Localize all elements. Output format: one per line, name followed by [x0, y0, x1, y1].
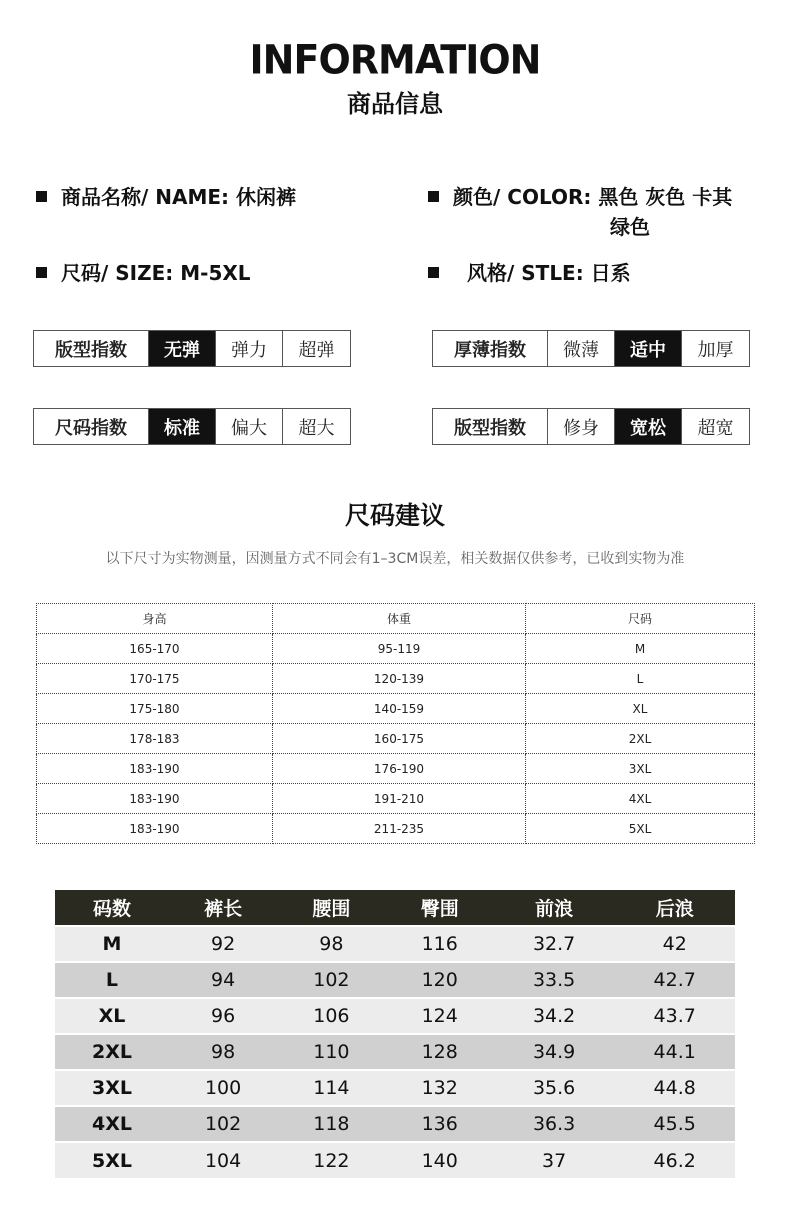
index-option: 宽松 — [615, 409, 682, 444]
bullet-square-icon — [428, 267, 439, 278]
table-cell: 122 — [277, 1142, 385, 1178]
table-cell: M — [55, 926, 169, 962]
table-cell: 98 — [277, 926, 385, 962]
table-cell: 3XL — [526, 754, 755, 784]
size-recommend-note: 以下尺寸为实物测量，因测量方式不同会有1–3CM误差，相关数据仅供参考，已收到实物为准 — [105, 551, 685, 567]
info-style — [428, 258, 631, 288]
index-option: 标准 — [149, 409, 216, 444]
table-cell: 175-180 — [37, 694, 273, 724]
table-cell: 2XL — [55, 1034, 169, 1070]
index-label: 厚薄指数 — [433, 331, 548, 366]
bullet-square-icon — [36, 191, 47, 202]
table-cell: 120 — [386, 962, 494, 998]
column-header: 腰围 — [277, 890, 385, 926]
index-fit-elasticity — [33, 330, 351, 367]
table-cell: 4XL — [526, 784, 755, 814]
index-label: 版型指数 — [433, 409, 548, 444]
table-cell: 37 — [494, 1142, 615, 1178]
table-cell: 98 — [169, 1034, 277, 1070]
table-cell: 183-190 — [37, 814, 273, 844]
table-cell: M — [526, 634, 755, 664]
table-row — [37, 694, 755, 724]
table-cell: 183-190 — [37, 754, 273, 784]
info-size — [36, 258, 251, 288]
table-cell: 140-159 — [273, 694, 526, 724]
table-cell: 191-210 — [273, 784, 526, 814]
table-row — [37, 634, 755, 664]
table-cell: 165-170 — [37, 634, 273, 664]
table-cell: 46.2 — [614, 1142, 735, 1178]
size-chart-table — [55, 890, 735, 1178]
index-option: 加厚 — [697, 339, 734, 361]
index-option: 弹力 — [216, 331, 283, 366]
table-cell: 4XL — [55, 1106, 169, 1142]
table-cell: 42 — [614, 926, 735, 962]
table-row — [37, 664, 755, 694]
table-row — [37, 754, 755, 784]
table-cell: XL — [55, 998, 169, 1034]
page-title-en: INFORMATION — [249, 36, 541, 84]
table-cell: 140 — [386, 1142, 494, 1178]
column-header: 尺码 — [526, 604, 755, 634]
table-cell: 5XL — [526, 814, 755, 844]
table-row — [37, 724, 755, 754]
table-row — [55, 926, 735, 962]
table-cell: 42.7 — [614, 962, 735, 998]
info-name-text: 商品名称/ NAME: 休闲裤 — [61, 185, 297, 209]
table-cell: 100 — [169, 1070, 277, 1106]
column-header: 码数 — [55, 890, 169, 926]
table-header-row — [37, 604, 755, 634]
table-cell: 118 — [277, 1106, 385, 1142]
info-size-text: 尺码/ SIZE: M-5XL — [61, 261, 251, 285]
column-header: 前浪 — [494, 890, 615, 926]
bullet-square-icon — [428, 191, 439, 202]
table-cell: 106 — [277, 998, 385, 1034]
table-cell: 104 — [169, 1142, 277, 1178]
table-cell: 110 — [277, 1034, 385, 1070]
table-row — [37, 784, 755, 814]
table-cell: 34.9 — [494, 1034, 615, 1070]
column-header: 臀围 — [386, 890, 494, 926]
table-cell: 34.2 — [494, 998, 615, 1034]
table-row — [55, 1142, 735, 1178]
table-cell: 128 — [386, 1034, 494, 1070]
column-header: 裤长 — [169, 890, 277, 926]
column-header: 后浪 — [614, 890, 735, 926]
table-cell: 43.7 — [614, 998, 735, 1034]
table-cell: L — [526, 664, 755, 694]
table-cell: 132 — [386, 1070, 494, 1106]
info-name — [36, 182, 296, 212]
table-cell: 95-119 — [273, 634, 526, 664]
table-cell: 94 — [169, 962, 277, 998]
info-color-text: 颜色/ COLOR: 黑色 灰色 卡其 — [453, 185, 733, 209]
index-option: 修身 — [548, 409, 615, 444]
size-recommend-title: 尺码建议 — [344, 501, 445, 530]
table-cell: 36.3 — [494, 1106, 615, 1142]
table-cell: 102 — [169, 1106, 277, 1142]
index-option: 超宽 — [697, 417, 734, 439]
table-cell: 2XL — [526, 724, 755, 754]
table-cell: 124 — [386, 998, 494, 1034]
table-cell: 32.7 — [494, 926, 615, 962]
table-cell: L — [55, 962, 169, 998]
table-row — [55, 1106, 735, 1142]
index-option: 微薄 — [548, 331, 615, 366]
bullet-square-icon — [36, 267, 47, 278]
table-cell: 176-190 — [273, 754, 526, 784]
table-cell: 211-235 — [273, 814, 526, 844]
index-option: 无弹 — [149, 331, 216, 366]
table-cell: 114 — [277, 1070, 385, 1106]
table-cell: 45.5 — [614, 1106, 735, 1142]
table-cell: 102 — [277, 962, 385, 998]
table-cell: 44.1 — [614, 1034, 735, 1070]
table-cell: 178-183 — [37, 724, 273, 754]
index-thickness — [432, 330, 750, 367]
table-cell: 170-175 — [37, 664, 273, 694]
index-option: 适中 — [615, 331, 682, 366]
table-cell: 136 — [386, 1106, 494, 1142]
column-header: 体重 — [273, 604, 526, 634]
info-style-text: 风格/ STLE: 日系 — [467, 261, 631, 285]
table-cell: 120-139 — [273, 664, 526, 694]
table-row — [55, 962, 735, 998]
column-header: 身高 — [37, 604, 273, 634]
index-option: 偏大 — [216, 409, 283, 444]
table-row — [55, 998, 735, 1034]
info-color-continued: 绿色 — [610, 215, 650, 239]
table-header-row — [55, 890, 735, 926]
info-color — [428, 182, 768, 242]
table-cell: 5XL — [55, 1142, 169, 1178]
table-cell: 92 — [169, 926, 277, 962]
table-cell: 3XL — [55, 1070, 169, 1106]
table-cell: XL — [526, 694, 755, 724]
index-option: 超大 — [298, 417, 335, 439]
table-cell: 116 — [386, 926, 494, 962]
table-row — [55, 1070, 735, 1106]
table-row — [37, 814, 755, 844]
table-row — [55, 1034, 735, 1070]
index-label: 尺码指数 — [34, 409, 149, 444]
table-cell: 160-175 — [273, 724, 526, 754]
table-cell: 96 — [169, 998, 277, 1034]
table-cell: 33.5 — [494, 962, 615, 998]
page-title-cn: 商品信息 — [347, 90, 443, 118]
index-label: 版型指数 — [34, 331, 149, 366]
table-cell: 44.8 — [614, 1070, 735, 1106]
index-option: 超弹 — [298, 339, 335, 361]
size-recommend-table — [36, 603, 755, 844]
table-cell: 183-190 — [37, 784, 273, 814]
index-size — [33, 408, 351, 445]
table-cell: 35.6 — [494, 1070, 615, 1106]
index-fit-width — [432, 408, 750, 445]
